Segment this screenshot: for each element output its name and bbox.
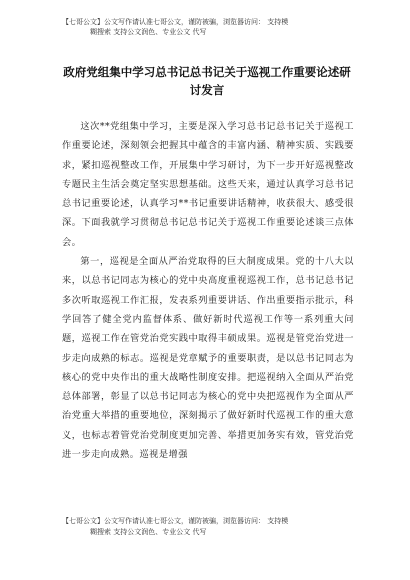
document-body	[62, 117, 354, 464]
footer-line-2: 糊搜索 支持公文润色、专业公文 代写	[90, 528, 207, 536]
page-footer	[62, 516, 362, 538]
paragraph-2: 第一，巡视是全面从严治党取得的巨大制度成果。党的十八大以来，以总书记同志为核心的党中央高度重视巡视工作，总书记总书记多次听取巡视工作汇报，发表系列重要讲话、作出重要指示批示，科学回答了健全党内监督体系、做好新时代巡视工作等一系列重大问题，巡视工作在管党治党实践中取得丰硕成果。巡视是管党治党进一步走向成熟的标志。巡视是党章赋予的重要职责，是以总书记同志为核心的党中央作出的重大战略性制度安排。把巡视纳入全面从严治党总体部署，彰显了以总书记同志为核心的党中央把巡视作为全面从严治党重大举措的重要地位，深刻揭示了做好新时代巡视工作的重大意义，也标志着管党治党制度更加完善、举措更加务实有效，管党治党进一步走向成熟。巡视是增强	[62, 256, 354, 461]
header-line-2: 糊搜索 支持公文润色、专业公文 代写	[90, 28, 207, 36]
page-header	[62, 17, 362, 37]
document-title: 政府党组集中学习总书记总书记关于巡视工作重要论述研讨发言	[63, 65, 351, 97]
paragraph-1: 这次**党组集中学习，主要是深入学习总书记总书记关于巡视工作重要论述，深刻领会把握其中蕴含的丰富内涵、精神实质、实践要求，紧扣巡视整改工作，开展集中学习研讨，为下一步开好巡视整改专题民主生活会奠定坚实思想基础。这些天来，通过认真学习总书记总书记重要论述，认真学习**书记重要讲话精神，收获很大、感受很深。下面我就学习贯彻总书记总书记关于巡视工作重要论述谈三点体会。	[62, 121, 354, 248]
header-line-1: 【七哥公文】公文写作请认准七哥公文，谨防被骗，浏览器访问： 支持模	[62, 18, 289, 26]
footer-line-1: 【七哥公文】公文写作请认准七哥公文，谨防被骗，浏览器访问： 支持模	[62, 517, 289, 525]
